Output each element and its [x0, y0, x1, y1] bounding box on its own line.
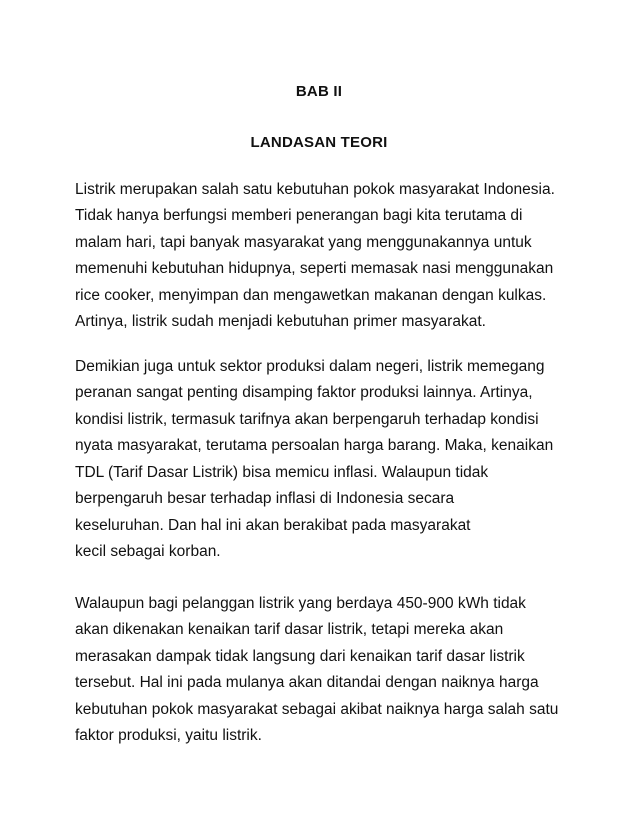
paragraph-line: kecil sebagai korban.	[75, 543, 221, 560]
paragraph-line: TDL (Tarif Dasar Listrik) bisa memicu inflasi. Walaupun tidak	[75, 464, 489, 481]
paragraph-line: Tidak hanya berfungsi memberi penerangan bagi kita terutama di	[75, 207, 523, 224]
paragraph-line: Artinya, listrik sudah menjadi kebutuhan primer masyarakat.	[75, 313, 486, 330]
chapter-heading: BAB II	[295, 83, 343, 100]
paragraph-line: Listrik merupakan salah satu kebutuhan pokok masyarakat Indonesia.	[75, 181, 555, 198]
section-title: LANDASAN TEORI	[250, 134, 388, 151]
paragraph-line: faktor produksi, yaitu listrik.	[75, 727, 262, 744]
paragraph-line: nyata masyarakat, terutama persoalan harga barang. Maka, kenaikan	[75, 437, 554, 454]
paragraph-line: kondisi listrik, termasuk tarifnya akan berpengaruh terhadap kondisi	[75, 411, 539, 428]
paragraph-line: malam hari, tapi banyak masyarakat yang menggunakannya untuk	[75, 234, 532, 251]
paragraph-line: rice cooker, menyimpan dan mengawetkan makanan dengan kulkas.	[75, 287, 547, 304]
paragraph-line: merasakan dampak tidak langsung dari kenaikan tarif dasar listrik	[75, 648, 525, 665]
paragraph-line: Demikian juga untuk sektor produksi dalam negeri, listrik memegang	[75, 358, 545, 375]
paragraph-line: keseluruhan. Dan hal ini akan berakibat pada masyarakat	[75, 517, 471, 534]
paragraph-line: peranan sangat penting disamping faktor produksi lainnya. Artinya,	[75, 384, 533, 401]
paragraph-line: memenuhi kebutuhan hidupnya, seperti memasak nasi menggunakan	[75, 260, 554, 277]
paragraph-line: berpengaruh besar terhadap inflasi di Indonesia secara	[75, 490, 455, 507]
paragraph-line: akan dikenakan kenaikan tarif dasar listrik, tetapi mereka akan	[75, 621, 504, 638]
paragraph-line: kebutuhan pokok masyarakat sebagai akibat naiknya harga salah satu	[75, 701, 559, 718]
paragraph-line: tersebut. Hal ini pada mulanya akan ditandai dengan naiknya harga	[75, 674, 539, 691]
paragraph-line: Walaupun bagi pelanggan listrik yang berdaya 450-900 kWh tidak	[75, 595, 526, 612]
